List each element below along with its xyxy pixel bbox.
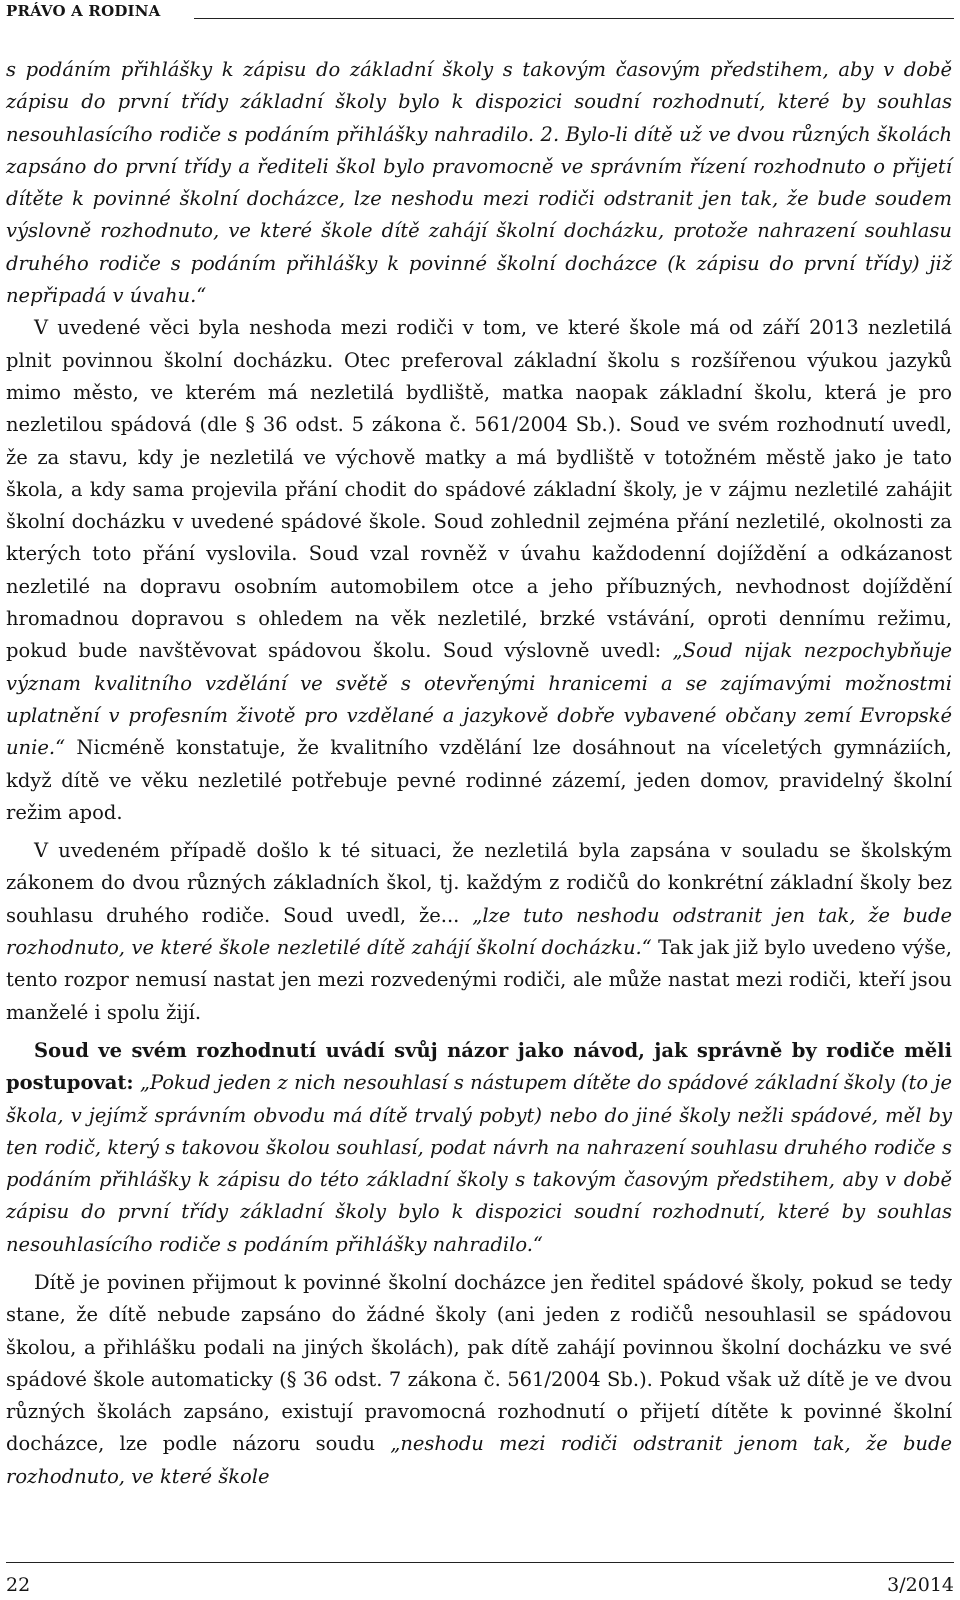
paragraph-text: Nicméně konstatuje, že kvalitního vzdělání lze dosáhnout na víceletých gymnáziích, když dítě ve věku nezletilé potřebuje pevné rodinné zázemí, jeden domov, pravidelný školní režim apod.	[6, 736, 952, 824]
paragraph-text: Dítě je povinen přijmout k povinné školní docházce jen ředitel spádové školy, pokud se tedy stane, že dítě nebude zapsáno do žádné školy (ani jeden z rodičů nesouhlasil se spádovou školou, a přihlášku podali na jiných školách), pak dítě zahájí povinnou školní docházku ve své spádové škole automaticky (§ 36 odst. 7 zákona č. 561/2004 Sb.). Pokud však už dítě je ve dvou různých školách zapsáno, existují pravomocná rozhodnutí o přijetí dítěte k povinné školní docházce, lze podle názoru soudu	[6, 1270, 952, 1456]
page-number: 22	[6, 1574, 31, 1596]
quote-text: s podáním přihlášky k zápisu do základní školy s takovým časovým předstihem, aby v době zápisu do první třídy základní školy bylo k dispozici soudní rozhodnutí, které by souhlas nesouhlasícího rodiče s podáním přihlášky nahradilo. 2. Bylo-li dítě už ve dvou různých školách zapsáno do první třídy a řediteli škol bylo pravomocně ve správním řízení rozhodnuto o přijetí dítěte k povinné školní docházce, lze neshodu mezi rodiči odstranit jen tak, že bude soudem výslovně rozhodnuto, ve které škole dítě zahájí školní docházku, protože nahrazení souhlasu druhého rodiče s podáním přihlášky k povinné školní docházce (k zápisu do první třídy) již nepřipadá v úvahu.“	[6, 58, 952, 308]
paragraph-text: Tak jak již bylo uvedeno výše, tento rozpor nemusí nastat jen mezi rozvedenými rodiči, ale může nastat mezi rodiči, kteří jsou manželé i spolu žijí.	[6, 936, 952, 1024]
bold-lead-text: Soud ve svém rozhodnutí uvádí svůj názor jako návod, jak správně by rodiče měli postupovat:	[6, 1038, 952, 1095]
article-body	[6, 54, 952, 1493]
paragraph-text: V uvedené věci byla neshoda mezi rodiči v tom, ve které škole má od září 2013 nezletilá plnit povinnou školní docházku. Otec preferoval základní školu s rozšířenou výukou jazyků mimo město, ve kterém má nezletilá bydliště, matka naopak základní školu, která je pro nezletilou spádová (dle § 36 odst. 5 zákona č. 561/2004 Sb.). Soud ve svém rozhodnutí uvedl, že za stavu, kdy je nezletilá ve výchově matky a má bydliště v totožném městě jako je tato škola, a kdy sama projevila přání chodit do spádové základní školy, je v zájmu nezletilé zahájit školní docházku v uvedené spádové škole. Soud zohlednil zejména přání nezletilé, okolnosti za kterých toto přání vyslovila. Soud vzal rovněž v úvahu každodenní dojíždění a odkázanost nezletilé na dopravu osobním automobilem otce a jeho příbuzných, nevhodnost dojíždění hromadnou dopravou s ohledem na věk nezletilé, brzké vstávání, oproti dennímu režimu, pokud bude navštěvovat spádovou školu. Soud výslovně uvedl:	[6, 316, 952, 663]
paragraph-situation	[6, 835, 952, 1029]
quote-text: „lze tuto neshodu odstranit jen tak, že bude rozhodnuto, ve které škole nezletilé dítě zahájí školní docházku.“	[6, 903, 952, 960]
paragraph-quote-continuation	[6, 54, 952, 312]
paragraph-catchment-school	[6, 1267, 952, 1493]
quote-text: „neshodu mezi rodiči odstranit jenom tak, že bude rozhodnuto, ve které škole	[6, 1432, 953, 1488]
footer-rule	[6, 1562, 954, 1563]
header-rule	[194, 18, 954, 19]
page-footer	[6, 1562, 954, 1596]
quote-text: „Pokud jeden z nich nesouhlasí s nástupem dítěte do spádové základní školy (to je škola, v jejímž správním obvodu má dítě trvalý pobyt) nebo do jiné školy nežli spádové, měl by ten rodič, který s takovou školou souhlasí, podat návrh na nahrazení souhlasu druhého rodiče s podáním přihlášky k zápisu do této základní školy s takovým časovým předstihem, aby v době zápisu do první třídy základní školy bylo k dispozici soudní rozhodnutí, které by souhlas nesouhlasícího rodiče s podáním přihlášky nahradilo.“	[6, 1071, 952, 1256]
running-header	[6, 2, 954, 24]
paragraph-text: V uvedeném případě došlo k té situaci, že nezletilá byla zapsána v souladu se školským zákonem do dvou různých základních škol, tj. každým z rodičů do konkrétní základní školy bez souhlasu druhého rodiče. Soud uvedl, že...	[6, 839, 952, 927]
issue-number: 3/2014	[887, 1574, 954, 1596]
section-title: PRÁVO A RODINA	[6, 2, 161, 20]
paragraph-case-description	[6, 312, 952, 829]
paragraph-court-guidance	[6, 1035, 952, 1261]
quote-text: „Soud nijak nezpochybňuje význam kvalitního vzdělání ve světě s otevřenými hranicemi a se zajímavými možnostmi uplatnění v profesním životě pro vzdělané a jazykově dobře vybavené občany zemí Evropské unie.“	[6, 639, 952, 760]
